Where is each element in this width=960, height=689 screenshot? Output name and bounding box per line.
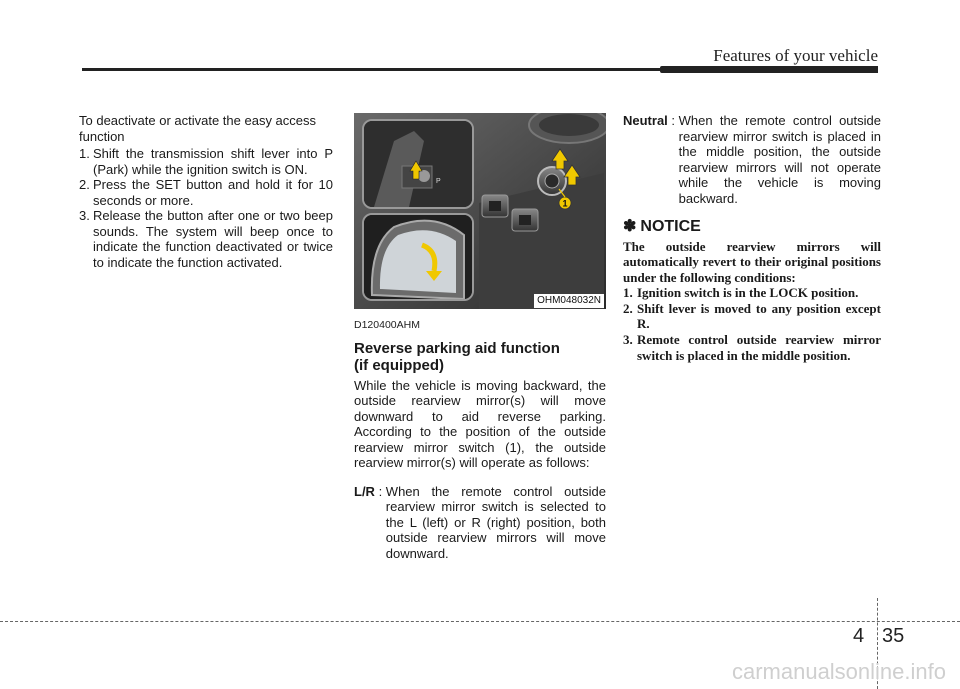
lr-description: When the remote control outside rearview mirror switch is selected to the L (left) or R (right) position, both outside rearview mirrors will move downward. bbox=[385, 483, 606, 561]
step-number: 3. bbox=[79, 208, 90, 223]
step-number: 1. bbox=[79, 146, 90, 161]
notice-intro: The outside rearview mirrors will automatically revert to their original positions under the following conditions: bbox=[623, 238, 881, 285]
neutral-description: When the remote control outside rearview mirror switch is placed in the middle position, the outside rearview mirrors will not operate while the vehicle is moving backward. bbox=[678, 113, 881, 206]
section-code: D120400AHM bbox=[354, 319, 420, 331]
neutral-term: Neutral bbox=[623, 113, 668, 128]
notice-heading bbox=[623, 219, 881, 235]
step-item bbox=[79, 208, 333, 270]
neutral-separator: : bbox=[667, 113, 679, 128]
section-title-line1: Reverse parking aid function bbox=[354, 339, 560, 357]
lr-term: L/R bbox=[354, 483, 375, 499]
notice-item bbox=[623, 285, 881, 301]
header-divider-accent bbox=[660, 66, 878, 73]
column-3 bbox=[623, 113, 881, 363]
section-body: While the vehicle is moving backward, the outside rearview mirror(s) will move downward to aid reverse parking. According to the position of the outside rearview mirror switch (1), the outside rearview mirror(s) will operate as follows: bbox=[354, 377, 606, 470]
figure-code: OHM048032N bbox=[534, 294, 604, 308]
column-1 bbox=[79, 113, 333, 270]
notice-number: 1. bbox=[623, 285, 633, 301]
notice-icon: ✽ bbox=[623, 218, 637, 235]
mirror-inset bbox=[362, 213, 474, 301]
footer-divider bbox=[0, 621, 960, 622]
steps-list bbox=[79, 146, 333, 270]
notice-number: 3. bbox=[623, 332, 633, 348]
step-item bbox=[79, 146, 333, 177]
notice-number: 2. bbox=[623, 300, 633, 316]
lr-separator: : bbox=[374, 483, 386, 499]
callout-label: 1 bbox=[562, 198, 568, 209]
watermark: carmanualsonline.info bbox=[731, 659, 946, 684]
notice-item bbox=[623, 332, 881, 363]
step-text: Shift the transmission shift lever into P (Park) while the ignition switch is ON. bbox=[93, 146, 333, 177]
svg-text:P: P bbox=[436, 178, 441, 185]
lr-definition bbox=[354, 484, 606, 562]
notice-item bbox=[623, 301, 881, 332]
section-title-line2: (if equipped) bbox=[354, 356, 444, 374]
notice-text: Shift lever is moved to any position except R. bbox=[637, 300, 881, 332]
section-title bbox=[354, 340, 606, 374]
step-text: Release the button after one or two beep sounds. The system will beep once to indicate the function deactivated or twice to indicate the function activated. bbox=[93, 208, 333, 270]
step-item bbox=[79, 177, 333, 208]
chapter-number: 4 bbox=[853, 625, 865, 647]
notice-list bbox=[623, 285, 881, 363]
step-text: Press the SET button and hold it for 10 seconds or more. bbox=[93, 177, 333, 208]
notice-text: Ignition switch is in the LOCK position. bbox=[637, 285, 859, 301]
mirror-switch-photo bbox=[354, 113, 606, 309]
intro-text: To deactivate or activate the easy access function bbox=[79, 113, 317, 144]
section-header-title: Features of your vehicle bbox=[713, 46, 878, 65]
page-number: 35 bbox=[882, 625, 905, 647]
notice-text: Remote control outside rearview mirror switch is placed in the middle position. bbox=[637, 332, 881, 363]
step-number: 2. bbox=[79, 177, 90, 192]
shift-lever-inset bbox=[362, 119, 474, 209]
column-2 bbox=[354, 113, 606, 561]
notice-title: NOTICE bbox=[640, 218, 701, 235]
neutral-definition bbox=[623, 113, 881, 206]
notice-body bbox=[623, 239, 881, 364]
